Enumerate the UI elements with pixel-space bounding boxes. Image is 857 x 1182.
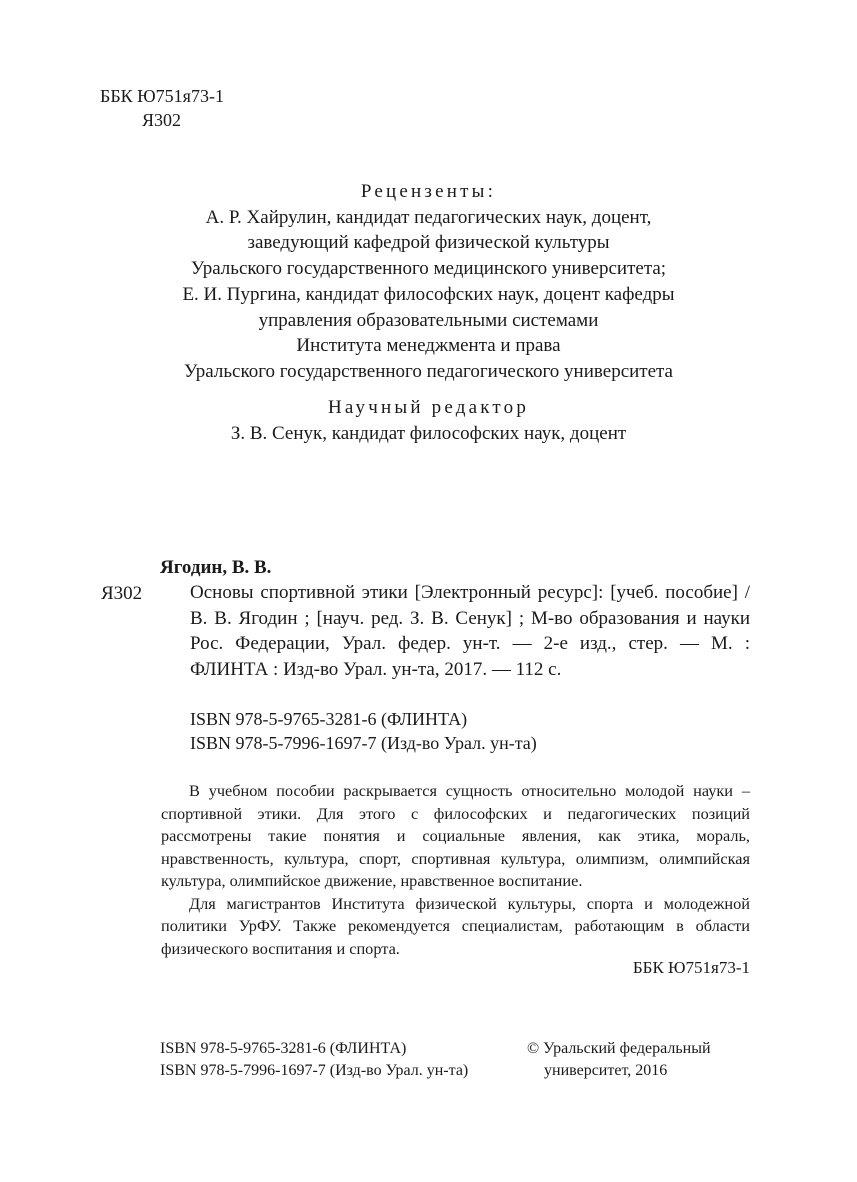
reviewer-line: Института менеджмента и права [296,335,561,357]
isbn-line: ISBN 978-5-9765-3281-6 (ФЛИНТА) [190,709,468,729]
footer-isbn-list [160,1038,468,1082]
isbn-line: ISBN 978-5-7996-1697-7 (Изд-во Урал. ун-та) [160,1062,469,1079]
reviewers-section [0,179,857,385]
author-index: Я302 [142,110,182,130]
reviewer-line: А. Р. Хайрулин, кандидат педагогических наук, доцент, [205,206,652,228]
reviewer-line: Е. И. Пургина, кандидат философских наук, доцент кафедры [182,283,675,305]
isbn-line: ISBN 978-5-7996-1697-7 (Изд-во Урал. ун-та) [190,733,537,753]
abstract-paragraph: Для магистрантов Института физической культуры, спорта и молодежной политики УрФУ. Также рекомендуется специалистам, работающим в области физического воспитания и спорта. [161,893,750,958]
isbn-line: ISBN 978-5-9765-3281-6 (ФЛИНТА) [160,1040,407,1057]
reviewer-line: заведующий кафедрой физической культуры [247,232,610,254]
bbk-classification [100,84,224,132]
copyright-line: университет, 2016 [544,1062,668,1079]
reviewer-line: управления образовательными системами [258,309,599,331]
description-text: Основы спортивной этики [Электронный ресурс]: [учеб. пособие] / В. В. Ягодин ; [науч. ред. З. В. Сенук] ; М-во образования и науки Рос. Федерации, Урал. федер. ун-т. — 2-е изд., стер. — М. : ФЛИНТА : Изд-во Урал. ун-та, 2017. — 112 с. [190,582,750,680]
reviewers-heading: Рецензенты: [360,181,497,202]
abstract [161,780,750,960]
bibliographic-description [190,580,750,682]
copyright-notice [527,1038,711,1082]
editor-heading: Научный редактор [327,397,530,418]
editor-section [0,395,857,446]
abstract-paragraph: В учебном пособии раскрывается сущность относительно молодой науки – спортивной этики. Для этого с философских и педагогических позиций рассмотрены такие понятия и социальные явления, как этика, мораль, нравственность, культура, спорт, спортивная культура, олимпизм, олимпийская культура, олимпийское движение, нравственное воспитание. [161,781,750,890]
record-author: Ягодин, В. В. [160,557,272,578]
record-code: Я302 [101,583,143,604]
abstract-bbk-code: ББК Ю751я73-1 [632,958,750,977]
editor-line: З. В. Сенук, кандидат философских наук, доцент [230,422,627,444]
copyright-line: © Уральский федеральный [527,1040,711,1057]
record-isbn-list [190,707,537,755]
reviewer-line: Уральского государственного педагогического университета [183,360,673,382]
reviewer-line: Уральского государственного медицинского университета; [190,258,667,280]
bbk-code: ББК Ю751я73-1 [100,86,224,106]
